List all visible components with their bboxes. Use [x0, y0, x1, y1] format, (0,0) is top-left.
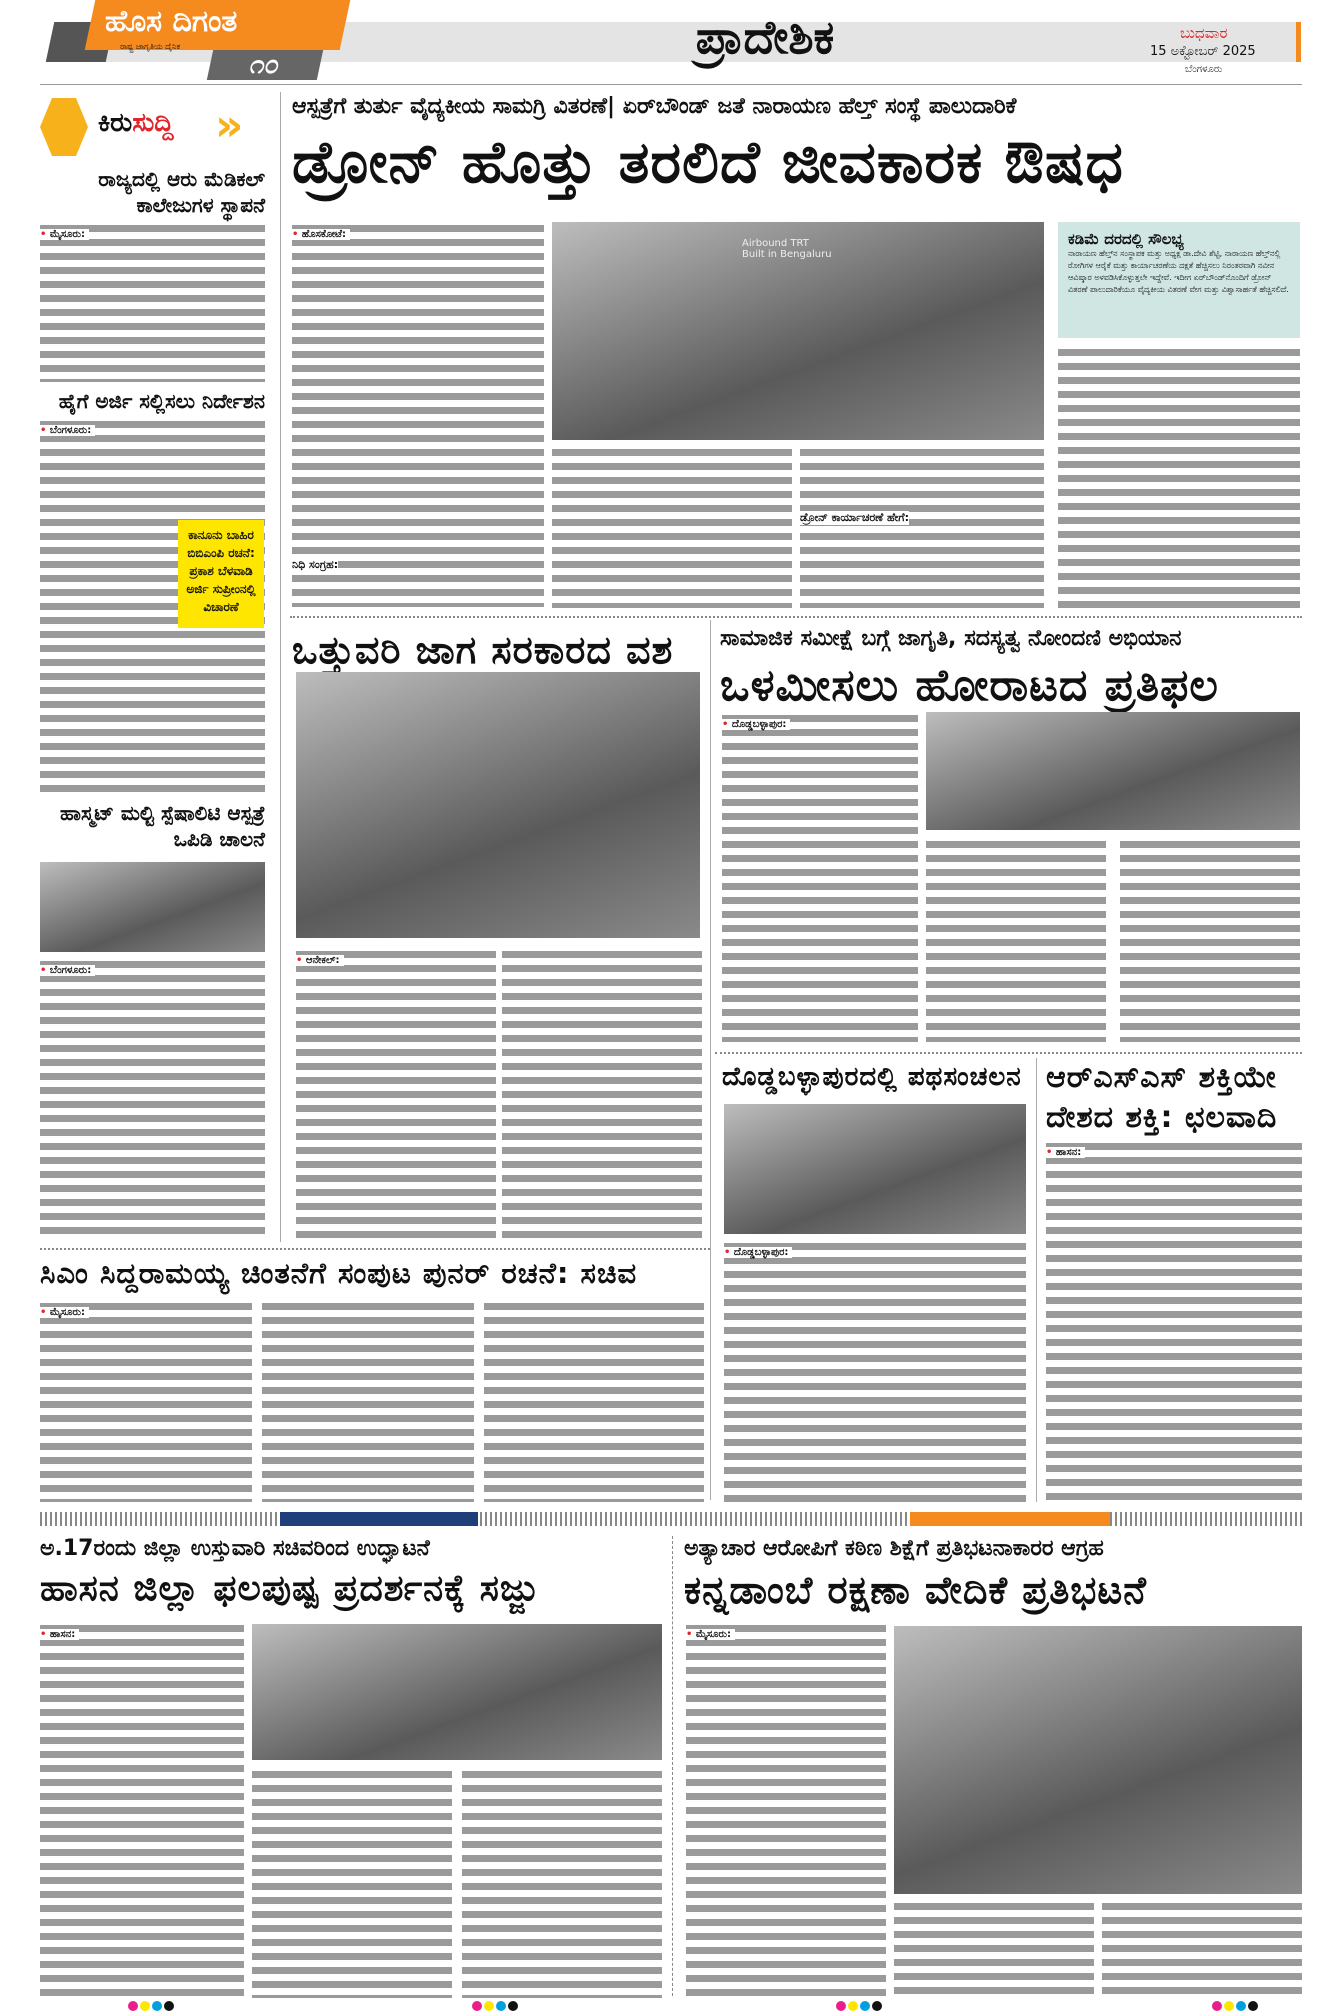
story-headline: ಒಳಮೀಸಲು ಹೋರಾಟದ ಪ್ರತಿಫಲ: [720, 660, 1219, 711]
story-headline: ಹಾಸನ ಜಿಲ್ಲಾ ಫಲಪುಷ್ಪ ಪ್ರದರ್ಶನಕ್ಕೆ ಸಜ್ಜು: [40, 1568, 539, 1609]
story-photo: [926, 712, 1300, 830]
tagline: ರಾಷ್ಟ್ರ ಜಾಗೃತಿಯ ದೈನಿಕ: [120, 42, 181, 51]
section-divider: [40, 1512, 1302, 1526]
lead-headline: ಡ್ರೋನ್ ಹೊತ್ತು ತರಲಿದೆ ಜೀವಕಾರಕ ಔಷಧ: [292, 128, 1124, 196]
story-photo: [296, 672, 700, 938]
story-body: • ದೊಡ್ಡಬಳ್ಳಾಪುರ:: [724, 1240, 1026, 1502]
page-number: ೧೦: [207, 50, 323, 80]
story-body: [1102, 1900, 1302, 1998]
brief-headline: ಹಾಸ್ಮಟ್ ಮಲ್ಟಿ ಸ್ಪೆಷಾಲಿಟಿ ಆಸ್ಪತ್ರೆ ಒಪಿಡಿ ಚಾಲನೆ: [60, 801, 265, 851]
brief-headline: ರಾಜ್ಯದಲ್ಲಿ ಆರು ಮೆಡಿಕಲ್ ಕಾಲೇಜುಗಳ ಸ್ಥಾಪನೆ: [98, 167, 265, 217]
lead-subhead: ಡ್ರೋನ್ ಕಾರ್ಯಾಚರಣೆ ಹೇಗೆ:: [800, 511, 910, 524]
story-body: [262, 1300, 474, 1502]
story-headline: ಒತ್ತುವರಿ ಜಾಗ ಸರಕಾರದ ವಶ: [292, 628, 674, 672]
story-body: • ದೊಡ್ಡಬಳ್ಳಾಪುರ:: [722, 712, 918, 1042]
registration-marks: [1212, 1996, 1260, 2015]
brief-body: • ಮೈಸೂರು:: [40, 222, 265, 382]
divider: [40, 84, 1302, 85]
divider-accent-blue: [280, 1512, 478, 1526]
brief-body: • ಬೆಂಗಳೂರು:: [40, 418, 265, 794]
story-body: [1120, 838, 1300, 1042]
registration-marks: [472, 1996, 520, 2015]
divider: [40, 1248, 710, 1250]
story-body: • ಮೈಸೂರು:: [40, 1300, 252, 1502]
story-body: • ಆನೇಕಲ್:: [296, 948, 496, 1240]
column-rule: [672, 1536, 673, 1996]
story-headline: ಆರ್‌ಎಸ್‌ಎಸ್ ಶಕ್ತಿಯೇ ದೇಶದ ಶಕ್ತಿ: ಛಲವಾದಿ: [1046, 1060, 1278, 1135]
hand-icon: [40, 98, 88, 156]
story-body: [894, 1900, 1094, 1998]
registration-marks: [836, 1996, 884, 2015]
lead-photo: [552, 222, 1044, 440]
brief-photo: [40, 862, 265, 952]
divider: [290, 616, 1302, 618]
story-headline: ಕನ್ನಡಾಂಬೆ ರಕ್ಷಣಾ ವೇದಿಕೆ ಪ್ರತಿಭಟನೆ: [684, 1568, 1147, 1612]
highlight-box: ಕಾನೂನು ಬಾಹಿರ ಬಿಬಿಎಂಪಿ ರಚನೆ: ಪ್ರಕಾಶ ಬೆಳವಾಡಿ ಅರ್ಜಿ ಸುಪ್ರೀಂನಲ್ಲಿ ವಿಚಾರಣೆ: [178, 520, 264, 628]
column-rule: [280, 92, 281, 1242]
story-body: • ಹಾಸನ:: [1046, 1140, 1302, 1502]
story-photo: [894, 1626, 1302, 1894]
story-kicker: ಅ.17ರಂದು ಜಿಲ್ಲಾ ಉಸ್ತುವಾರಿ ಸಚಿವರಿಂದ ಉದ್ಘಾಟನೆ: [40, 1536, 430, 1561]
story-kicker: ಸಾಮಾಜಿಕ ಸಮೀಕ್ಷೆ ಬಗ್ಗೆ ಜಾಗೃತಿ, ಸದಸ್ಯತ್ವ ನೋಂದಣಿ ಅಭಿಯಾನ: [720, 626, 1182, 651]
story-body: [926, 838, 1106, 1042]
date: 15 ಅಕ್ಟೋಬರ್ 2025: [1150, 44, 1256, 59]
sidebar-title: ಕಡಿಮೆ ದರದಲ್ಲಿ ಸೌಲಭ್ಯ: [1068, 230, 1184, 248]
newspaper-logo: ಹೊಸ ದಿಗಂತ: [105, 4, 238, 39]
column-rule: [1036, 1058, 1037, 1502]
divider: [715, 1052, 1302, 1054]
story-headline: ಸಿಎಂ ಸಿದ್ದರಾಮಯ್ಯ ಚಿಂತನೆಗೆ ಸಂಪುಟ ಪುನರ್ ರಚನೆ: ಸಚಿವ: [40, 1256, 638, 1290]
lead-body: • ಹೊಸಕೋಟೆ: ನಿಧಿ ಸಂಗ್ರಹ:: [292, 222, 544, 607]
story-photo: [252, 1624, 662, 1760]
edition-city: ಬೆಂಗಳೂರು: [1185, 64, 1223, 75]
story-headline: ದೊಡ್ಡಬಳ್ಳಾಪುರದಲ್ಲಿ ಪಥಸಂಚಲನ: [722, 1062, 1022, 1092]
sidebar-text: ನಾರಾಯಣ ಹೆಲ್ತ್‌ನ ಸಂಸ್ಥಾಪಕ ಮತ್ತು ಅಧ್ಯಕ್ಷ ಡಾ.ದೇವಿ ಶೆಟ್ಟಿ, ನಾರಾಯಣ ಹೆಲ್ತ್‌ನಲ್ಲಿ ರೋಗಿಗಳ ಆರೈಕೆ ಮತ್ತು ಕಾರ್ಯಾಚರಣೆಯ ದಕ್ಷತೆ ಹೆಚ್ಚಿಸಲು ನಿರಂತರವಾಗಿ ನವೀನ ಆವಿಷ್ಕಾರ ಅಳವಡಿಸಿಕೊಳ್ಳುತ್ತಲೇ ಇದ್ದೇವೆ. ಇದೀಗ ಏರ್‌ಬೌಂಡ್‌ನೊಂದಿಗೆ ಡ್ರೋನ್ ವಿತರಣೆ ಪಾಲುದಾರಿಕೆಯೂ ವೈದ್ಯಕೀಯ ವಿತರಣೆ ವೇಗ ಮತ್ತು ವಿಶ್ವಾಸಾರ್ಹತೆ ಹೆಚ್ಚಿಸಲಿದೆ.: [1068, 249, 1289, 294]
story-body: • ಮೈಸೂರು:: [686, 1622, 886, 1997]
lead-body: [552, 446, 792, 608]
story-body: [462, 1768, 662, 1998]
lead-body: [800, 446, 1044, 608]
story-kicker: ಅತ್ಯಾಚಾರ ಆರೋಪಿಗೆ ಕಠಿಣ ಶಿಕ್ಷೆಗೆ ಪ್ರತಿಭಟನಾಕಾರರ ಆಗ್ರಹ: [684, 1536, 1104, 1561]
story-body: [252, 1768, 452, 1998]
brief-body: • ಬೆಂಗಳೂರು:: [40, 958, 265, 1238]
accent-bar: [1296, 22, 1301, 62]
divider-accent-orange: [910, 1512, 1110, 1526]
sidebar-box: [1058, 222, 1300, 338]
story-body: [484, 1300, 704, 1502]
kirusuddi-label: ಕಿರುಸುದ್ದಿ: [98, 108, 174, 138]
brief-headline: ಹೈಗೆ ಅರ್ಜಿ ಸಲ್ಲಿಸಲು ನಿರ್ದೇಶನ: [58, 389, 265, 413]
lead-kicker: ಆಸ್ಪತ್ರೆಗೆ ತುರ್ತು ವೈದ್ಯಕೀಯ ಸಾಮಗ್ರಿ ವಿತರಣೆ| ಏರ್‌ಬೌಂಡ್ ಜತೆ ನಾರಾಯಣ ಹೆಲ್ತ್ ಸಂಸ್ಥೆ ಪಾಲುದಾರಿಕೆ: [292, 94, 1017, 119]
day: ಬುಧವಾರ: [1180, 24, 1228, 42]
story-body: • ಹಾಸನ:: [40, 1622, 244, 1997]
registration-marks: [128, 1996, 176, 2015]
chevron-icon: »: [215, 100, 244, 151]
lead-body: [1058, 346, 1300, 608]
story-body: [502, 948, 702, 1240]
lead-subhead: ನಿಧಿ ಸಂಗ್ರಹ:: [292, 558, 339, 571]
section-title: ಪ್ರಾದೇಶಿಕ: [695, 10, 835, 64]
story-photo: [724, 1104, 1026, 1234]
column-rule: [710, 620, 711, 1500]
photo-backdrop-text: Airbound TRT Built in Bengaluru: [742, 238, 832, 260]
